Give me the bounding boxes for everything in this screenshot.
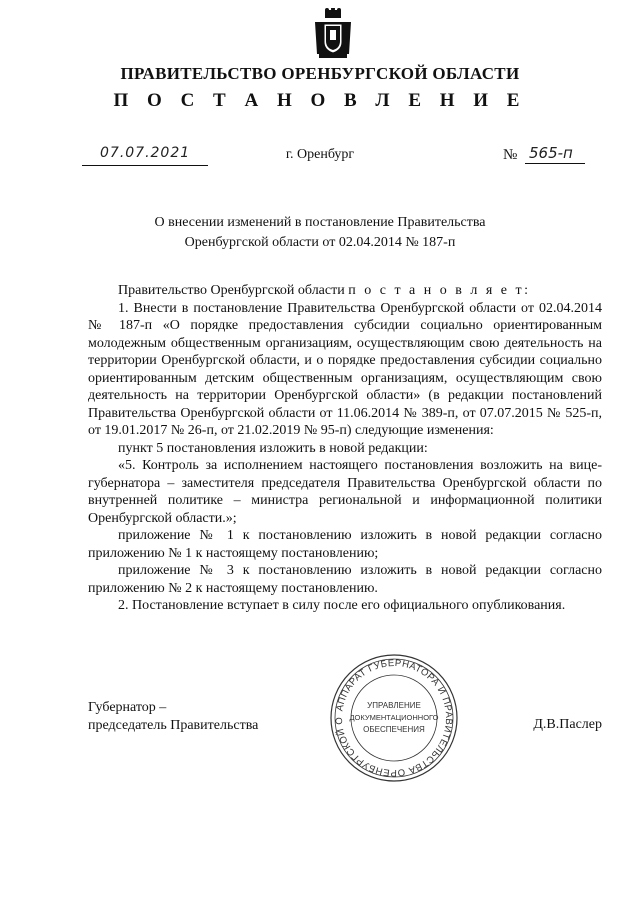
stamp-inner-line-2: ДОКУМЕНТАЦИОННОГО — [349, 713, 439, 722]
document-meta — [0, 143, 640, 173]
subject-line-1: О внесении изменений в постановление Правительства — [154, 215, 486, 230]
paragraph-6: 2. Постановление вступает в силу после его официального опубликования. — [118, 598, 566, 613]
paragraph-4: приложение № 1 к постановлению изложить в новой редакции согласно приложению № 1 к настоящему постановлению; — [88, 528, 602, 561]
stamp-inner-line-1: УПРАВЛЕНИЕ — [367, 701, 421, 710]
intro-prefix: Правительство Оренбургской области — [118, 283, 349, 298]
paragraph-2: пункт 5 постановления изложить в новой редакции: — [118, 440, 428, 456]
intro-verb: п о с т а н о в л я е т: — [348, 283, 531, 298]
government-name: ПРАВИТЕЛЬСТВО ОРЕНБУРГСКОЙ ОБЛАСТИ — [120, 64, 520, 83]
paragraph-3: «5. Контроль за исполнением настоящего постановления возложить на вице-губернатора – заместителя председателя Правительства Оренбургской области по внутренней политике – министра региональной и информационной политики Оренбургской области.»; — [88, 458, 602, 526]
document-type: П О С Т А Н О В Л Е Н И Е — [113, 90, 527, 111]
stamp-outer-path: АППАРАТ ГУБЕРНАТОРА И ПРАВИТЕЛЬСТВА ОРЕНБУРГСКОЙ О — [333, 657, 455, 779]
intro-paragraph — [88, 282, 602, 300]
document-date: 07.07.2021 — [100, 145, 191, 161]
paragraph-1: 1. Внести в постановление Правительства Оренбургской области от 02.04.2014 № 187-п «О порядке предоставления субсидии социально ориентированным молодежным общественным организациям, осуществляющим свою деятельность на территории Оренбургской области, и о порядке предоставления субсидии социально ориентированным детским общественным организациям, осуществляющим свою деятельность на территории Оренбургской области» (в редакции постановлений Правительства Оренбургской области от 11.06.2014 № 389-п, от 07.07.2015 № 525-п, от 19.01.2017 № 26-п, от 21.02.2019 № 95-п) следующие изменения: — [88, 300, 602, 438]
official-stamp — [328, 652, 460, 784]
signer-position — [88, 699, 258, 735]
number-field — [503, 143, 583, 165]
signer-position-line-1: Губернатор – — [88, 700, 167, 715]
document-city: г. Оренбург — [285, 147, 355, 162]
paragraph-5: приложение № 3 к постановлению изложить в новой редакции согласно приложению № 2 к настоящему постановлению. — [88, 563, 602, 596]
document-subject — [0, 213, 640, 253]
subject-line-2: Оренбургской области от 02.04.2014 № 187-п — [184, 235, 456, 250]
document-number: 565-п — [529, 144, 573, 162]
number-sign: № — [503, 147, 518, 163]
stamp-inner-line-3: ОБЕСПЕЧЕНИЯ — [363, 725, 425, 734]
signer-position-line-2: председатель Правительства — [88, 718, 259, 733]
orenburg-coat-of-arms-icon — [313, 8, 353, 60]
document-body — [88, 282, 602, 615]
signer-name: Д.В.Паслер — [533, 717, 602, 732]
number-underline — [525, 163, 585, 164]
